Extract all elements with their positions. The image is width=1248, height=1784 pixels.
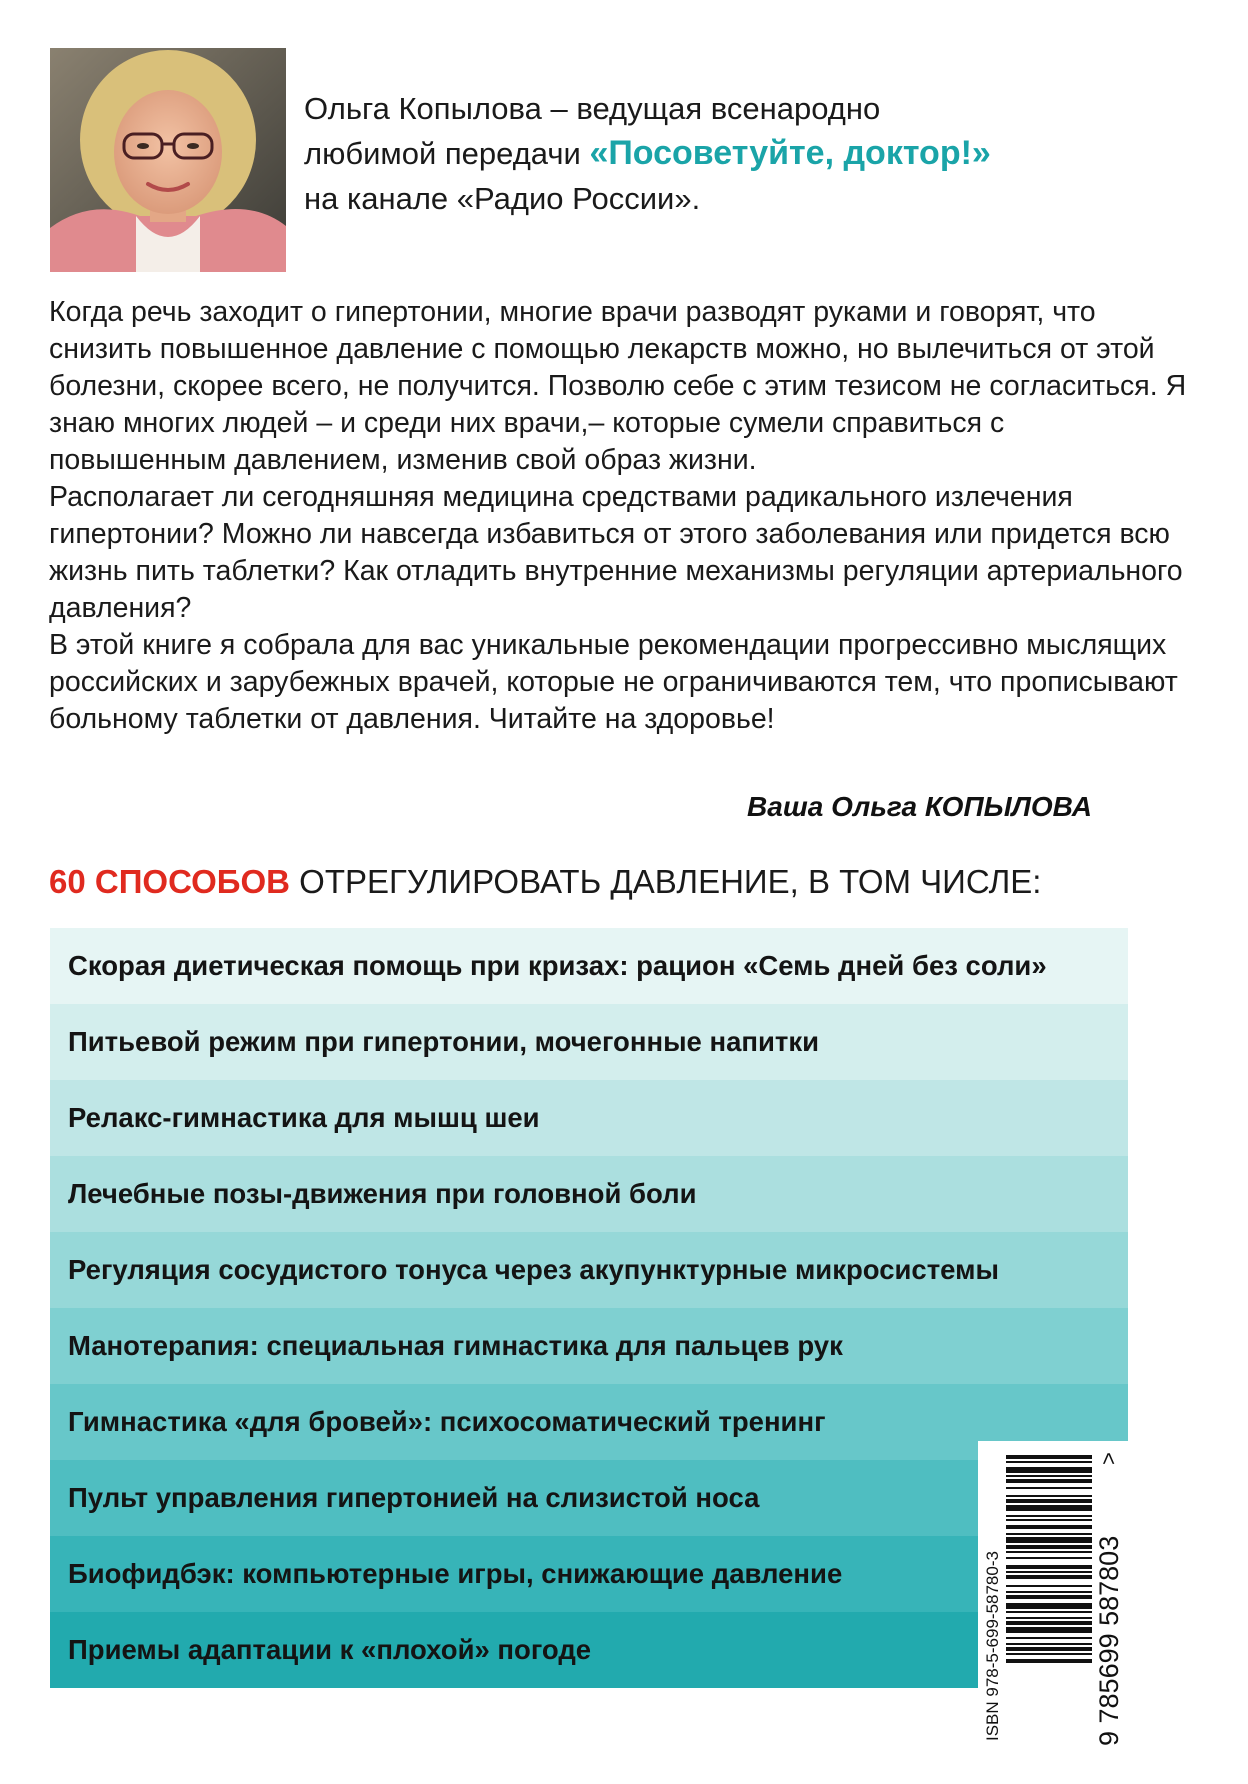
barcode-bar xyxy=(1006,1515,1092,1517)
list-item: Пульт управления гипертонией на слизистой носа xyxy=(50,1460,1128,1536)
list-item: Питьевой режим при гипертонии, мочегонные напитки xyxy=(50,1004,1128,1080)
barcode-graphic xyxy=(978,1441,1130,1751)
author-intro xyxy=(304,86,1184,221)
barcode-bar xyxy=(1006,1627,1092,1633)
barcode-bar xyxy=(1006,1479,1092,1483)
description-paragraph: В этой книге я собрала для вас уникальные рекомендации прогрессивно мыслящих российских и зарубежных врачей, которые не ограничиваются тем, что прописывают больному таблетки от давления. Читайте на здоровье! xyxy=(49,629,1178,735)
barcode-bar xyxy=(1006,1499,1092,1503)
barcode-bar xyxy=(1006,1557,1092,1559)
description-paragraph: Когда речь заходит о гипертонии, многие врачи разводят руками и говорят, что снизить повышенное давление с помощью лекарств можно, но вылечиться от этой болезни, скорее всего, не получится. Позволю себе с этим тезисом не согласиться. Я знаю многих людей – и среди них врачи,– которые сумели справиться с повышенным давлением, изменив свой образ жизни. xyxy=(49,296,1187,476)
barcode-bar xyxy=(1006,1595,1092,1599)
barcode-bar xyxy=(1006,1467,1092,1473)
barcode-bar xyxy=(1006,1575,1092,1579)
barcode-bar xyxy=(1006,1647,1092,1651)
barcode-bar xyxy=(1006,1621,1092,1625)
barcode-bar xyxy=(1006,1659,1092,1663)
barcode-bar xyxy=(1006,1475,1092,1477)
description-paragraph: Располагает ли сегодняшняя медицина средствами радикального излечения гипертонии? Можно ли навсегда избавиться от этого заболевания или придется всю жизнь пить таблетки? Как отладить внутренние механизмы регуляции артериального давления? xyxy=(49,481,1183,624)
program-name: «Посоветуйте, доктор!» xyxy=(589,134,991,172)
list-item: Скорая диетическая помощь при кризах: рацион «Семь дней без соли» xyxy=(50,928,1128,1004)
barcode-digits: 9 785699 587803 xyxy=(1094,1535,1124,1746)
barcode-bar xyxy=(1006,1571,1092,1573)
barcode-bar xyxy=(1006,1487,1092,1489)
barcode-bar xyxy=(1006,1495,1092,1497)
list-item: Приемы адаптации к «плохой» погоде xyxy=(50,1612,1128,1688)
barcode-bar xyxy=(1006,1545,1092,1549)
author-photo xyxy=(50,48,286,272)
list-item: Лечебные позы-движения при головной боли xyxy=(50,1156,1128,1232)
barcode-bar xyxy=(1006,1537,1092,1543)
barcode-bar xyxy=(1006,1591,1092,1593)
methods-list xyxy=(50,928,1128,1688)
author-signature: Ваша Ольга КОПЫЛОВА xyxy=(747,791,1092,822)
barcode-bar xyxy=(1006,1585,1092,1587)
list-item: Гимнастика «для бровей»: психосоматический тренинг xyxy=(50,1384,1128,1460)
barcode-bar xyxy=(1006,1643,1092,1645)
book-description xyxy=(49,294,1189,738)
barcode-bar xyxy=(1006,1455,1092,1459)
barcode-bar xyxy=(1006,1603,1092,1609)
list-item: Биофидбэк: компьютерные игры, снижающие давление xyxy=(50,1536,1128,1612)
methods-heading-rest: ОТРЕГУЛИРОВАТЬ ДАВЛЕНИЕ, В ТОМ ЧИСЛЕ: xyxy=(290,863,1042,900)
barcode-bar xyxy=(1006,1637,1092,1639)
barcode-bar xyxy=(1006,1461,1092,1463)
barcode-bar xyxy=(1006,1505,1092,1511)
isbn-number: ISBN 978-5-699-58780-3 xyxy=(983,1551,1002,1741)
barcode-marker: > xyxy=(1096,1452,1121,1465)
list-item: Манотерапия: специальная гимнастика для пальцев рук xyxy=(50,1308,1128,1384)
intro-line-1: Ольга Копылова – ведущая всенародно xyxy=(304,91,881,126)
list-item: Релакс-гимнастика для мышц шеи xyxy=(50,1080,1128,1156)
barcode-bar xyxy=(1006,1617,1092,1619)
list-item: Регуляция сосудистого тонуса через акупунктурные микросистемы xyxy=(50,1232,1128,1308)
intro-line-3: на канале «Радио России». xyxy=(304,181,701,216)
author-portrait-image xyxy=(50,48,286,272)
barcode-bar xyxy=(1006,1565,1092,1569)
barcode-bars xyxy=(1006,1455,1092,1663)
barcode-bar xyxy=(1006,1551,1092,1553)
intro-line-2 xyxy=(304,131,1184,176)
methods-heading xyxy=(49,863,1229,901)
barcode-bar xyxy=(1006,1519,1092,1521)
isbn-barcode xyxy=(978,1441,1130,1751)
barcode-bar xyxy=(1006,1525,1092,1529)
barcode-bar xyxy=(1006,1611,1092,1613)
barcode-bar xyxy=(1006,1533,1092,1535)
barcode-bar xyxy=(1006,1653,1092,1655)
intro-line-2-prefix: любимой передачи xyxy=(304,136,590,171)
methods-heading-accent: 60 СПОСОБОВ xyxy=(49,863,290,900)
